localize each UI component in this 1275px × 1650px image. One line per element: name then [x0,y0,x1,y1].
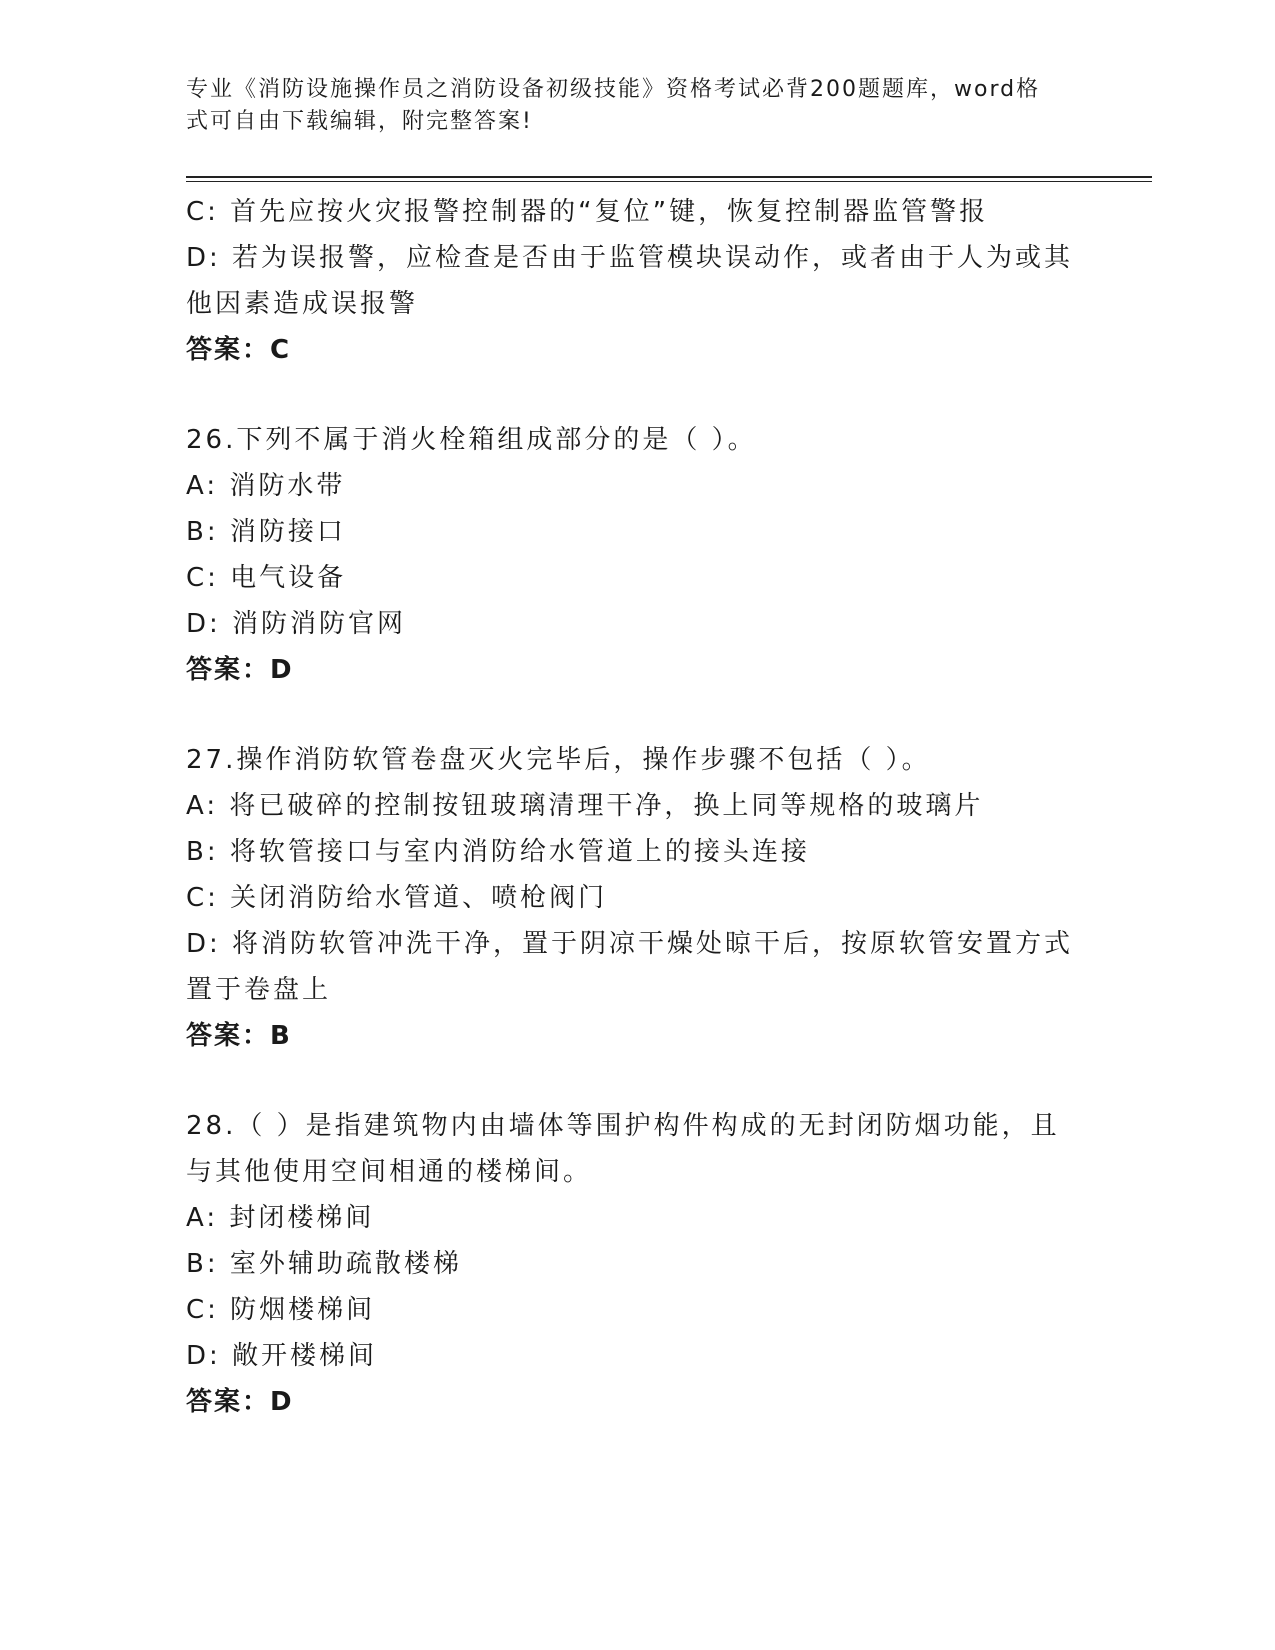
option-d-line-2: 他因素造成误报警 [186,289,419,319]
option-c: C: 电气设备 [186,563,347,593]
header-divider-thin [186,181,1152,182]
question-stem-line-2: 与其他使用空间相通的楼梯间。 [186,1157,593,1187]
option-c: C: 防烟楼梯间 [186,1295,376,1325]
question-28 [186,1103,1076,1425]
question-stem-line-1: 28.（ ）是指建筑物内由墙体等围护构件构成的无封闭防烟功能，且 [186,1111,1060,1141]
option-d: D: 消防消防官网 [186,609,407,639]
option-d-line-1: D: 将消防软管冲洗干净，置于阴凉干燥处晾干后，按原软管安置方式 [186,929,1074,959]
option-c: C: 首先应按火灾报警控制器的“复位”键，恢复控制器监管警报 [186,197,989,227]
question-stem: 26.下列不属于消火栓箱组成部分的是（ ）。 [186,425,757,455]
header-line-1: 专业《消防设施操作员之消防设备初级技能》资格考试必背200题题库，word格 [186,77,1041,102]
answer: 答案：B [186,1021,292,1051]
answer: 答案：D [186,1387,294,1417]
spacer [186,373,1076,417]
spacer [186,693,1076,737]
option-b: B: 将软管接口与室内消防给水管道上的接头连接 [186,837,810,867]
question-27 [186,737,1076,1059]
option-d: D: 敞开楼梯间 [186,1341,378,1371]
header-line-2: 式可自由下载编辑，附完整答案! [186,109,533,134]
document-header [186,74,1066,138]
option-d-line-2: 置于卷盘上 [186,975,332,1005]
question-26 [186,417,1076,693]
question-25-continued [186,189,1076,373]
option-a: A: 将已破碎的控制按钮玻璃清理干净，换上同等规格的玻璃片 [186,791,984,821]
option-c: C: 关闭消防给水管道、喷枪阀门 [186,883,608,913]
option-a: A: 消防水带 [186,471,346,501]
option-d-line-1: D: 若为误报警，应检查是否由于监管模块误动作，或者由于人为或其 [186,243,1074,273]
option-b: B: 消防接口 [186,517,346,547]
question-stem: 27.操作消防软管卷盘灭火完毕后，操作步骤不包括（ ）。 [186,745,931,775]
answer: 答案：C [186,335,292,365]
answer: 答案：D [186,655,294,685]
header-divider-thick [186,176,1152,178]
option-b: B: 室外辅助疏散楼梯 [186,1249,462,1279]
question-content [186,189,1076,1425]
option-a: A: 封闭楼梯间 [186,1203,375,1233]
spacer [186,1059,1076,1103]
